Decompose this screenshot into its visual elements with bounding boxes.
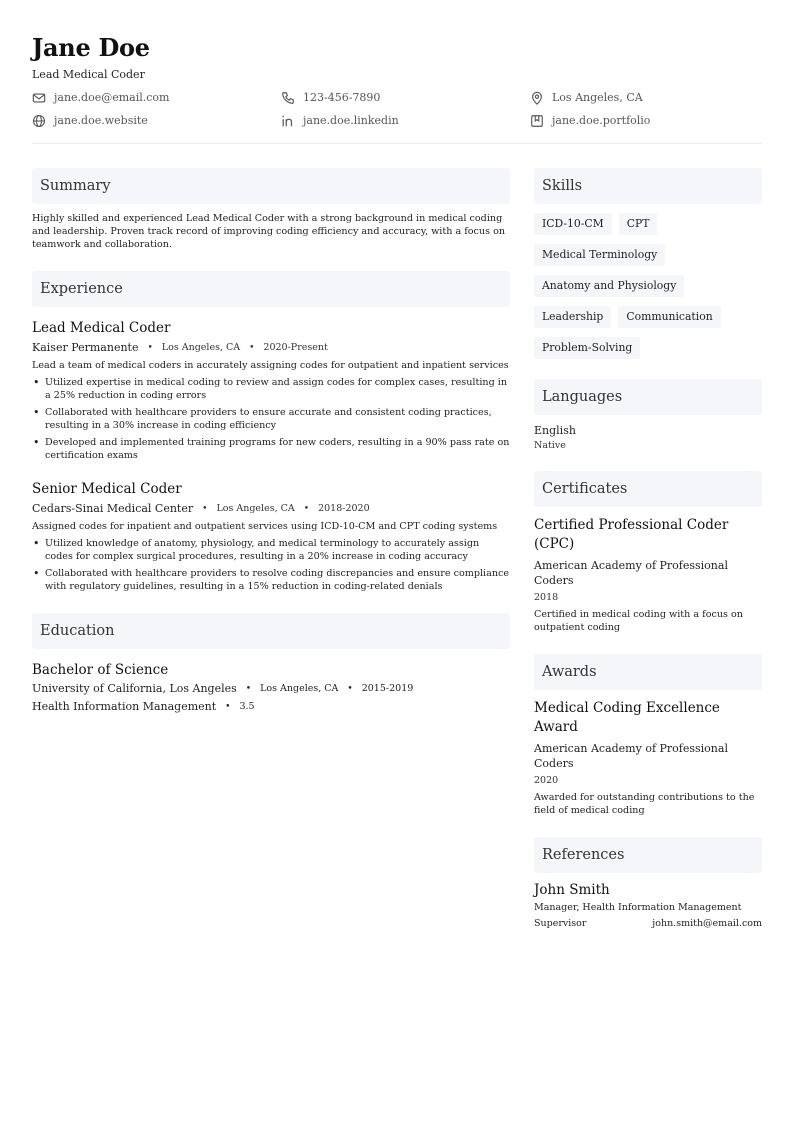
certificate-issuer: American Academy of Professional Coders (534, 558, 728, 587)
experience-item (32, 480, 510, 593)
side-column (534, 168, 762, 929)
award-issuer: American Academy of Professional Coders (534, 741, 728, 770)
award-date: 2020 (534, 774, 559, 786)
separator-dot: • (202, 503, 208, 514)
education-section (32, 613, 510, 715)
job-location: Los Angeles, CA (161, 341, 241, 353)
skill-chip: CPT (619, 213, 658, 235)
experience-heading: Experience (32, 271, 510, 307)
candidate-name: Jane Doe (32, 33, 150, 62)
education-dates: 2015-2019 (361, 682, 414, 694)
separator-dot: • (249, 342, 255, 353)
skills-heading: Skills (534, 168, 762, 204)
skill-chip: Medical Terminology (534, 244, 665, 266)
contact-location (530, 90, 762, 106)
resume-body (32, 168, 762, 929)
reference-details (534, 918, 762, 929)
job-meta (32, 340, 510, 356)
certificates-heading: Certificates (534, 471, 762, 507)
candidate-role: Lead Medical Coder (32, 67, 145, 81)
skill-chip: Problem-Solving (534, 337, 640, 359)
language-name: English (534, 423, 576, 437)
skill-chip: Anatomy and Physiology (534, 275, 684, 297)
school-location: Los Angeles, CA (260, 682, 339, 694)
separator-dot: • (225, 701, 231, 712)
languages-section (534, 379, 762, 451)
reference-relation: Supervisor (534, 917, 587, 929)
contact-portfolio-text: jane.doe.portfolio (552, 114, 651, 128)
contact-phone[interactable] (281, 90, 530, 106)
contact-linkedin[interactable] (281, 113, 530, 129)
job-company: Kaiser Permanente (32, 340, 139, 354)
contact-portfolio[interactable] (530, 113, 762, 129)
skill-chips (534, 213, 762, 359)
education-meta (32, 681, 510, 697)
degree: Bachelor of Science (32, 661, 169, 678)
portfolio-icon (530, 114, 544, 128)
experience-item (32, 319, 510, 462)
certificate-title: Certified Professional Coder (CPC) (534, 516, 729, 552)
education-item (32, 661, 510, 715)
linkedin-icon (281, 114, 295, 128)
gpa: 3.5 (239, 700, 255, 712)
school: University of California, Los Angeles (32, 681, 237, 695)
job-dates: 2020-Present (263, 341, 328, 353)
separator-dot: • (245, 683, 252, 694)
separator-dot: • (347, 683, 353, 694)
contact-website-text: jane.doe.website (54, 114, 148, 128)
job-bullet: • Collaborated with healthcare providers to resolve coding discrepancies and ensure compliance with regulatory guidelines, resulting in a 15% reduction in coding-related denials (32, 567, 510, 593)
separator-dot: • (303, 503, 310, 514)
contact-email[interactable] (32, 90, 281, 106)
references-section (534, 837, 762, 929)
job-title: Lead Medical Coder (32, 319, 171, 336)
job-bullets (32, 537, 510, 593)
reference-email[interactable]: john.smith@email.com (652, 917, 762, 929)
skill-chip: Communication (618, 306, 720, 328)
contact-website[interactable] (32, 113, 281, 129)
main-column (32, 168, 510, 929)
education-field-row (32, 699, 510, 715)
certificates-section (534, 471, 762, 634)
contact-location-text: Los Angeles, CA (552, 91, 643, 105)
summary-heading: Summary (32, 168, 510, 204)
references-heading: References (534, 837, 762, 873)
location-pin-icon (530, 91, 544, 105)
field-of-study: Health Information Management (32, 699, 217, 713)
job-company: Cedars-Sinai Medical Center (32, 501, 194, 515)
job-bullet: • Utilized knowledge of anatomy, physiology, and medical terminology to accurately assign codes for complex surgical procedures, resulting in a 20% increase in coding accuracy (32, 537, 510, 563)
certificate-description: Certified in medical coding with a focus on outpatient coding (534, 608, 743, 633)
job-meta (32, 501, 510, 517)
contact-linkedin-text: jane.doe.linkedin (303, 114, 399, 128)
job-bullet: • Utilized expertise in medical coding to review and assign codes for complex cases, resulting in a 25% reduction in coding errors (32, 376, 510, 402)
summary-text: Highly skilled and experienced Lead Medical Coder with a strong background in medical coding and leadership. Proven track record of improving coding efficiency and accuracy, with a focus on teamwork and collaboration. (32, 212, 506, 250)
award-title: Medical Coding Excellence Award (534, 699, 720, 735)
languages-heading: Languages (534, 379, 762, 415)
job-location: Los Angeles, CA (216, 502, 295, 514)
resume-header (32, 34, 762, 129)
skills-section (534, 168, 762, 359)
experience-section (32, 271, 510, 593)
contact-email-text: jane.doe@email.com (54, 91, 170, 105)
job-description: Lead a team of medical coders in accurately assigning codes for outpatient and inpatient services (32, 359, 509, 371)
contact-phone-text: 123-456-7890 (303, 91, 381, 105)
job-dates: 2018-2020 (318, 502, 370, 514)
job-bullet: • Developed and implemented training programs for new coders, resulting in a 90% pass rate on certification exams (32, 436, 510, 462)
certificate-date: 2018 (534, 591, 559, 603)
language-level: Native (534, 439, 566, 451)
education-heading: Education (32, 613, 510, 649)
job-bullets (32, 376, 510, 462)
reference-role: Manager, Health Information Management (534, 901, 742, 913)
summary-section (32, 168, 510, 251)
header-divider (32, 143, 762, 144)
globe-icon (32, 114, 46, 128)
skill-chip: ICD-10-CM (534, 213, 612, 235)
mail-icon (32, 91, 46, 105)
awards-section (534, 654, 762, 817)
awards-heading: Awards (534, 654, 762, 690)
phone-icon (281, 91, 295, 105)
skill-chip: Leadership (534, 306, 611, 328)
contact-list (32, 90, 762, 129)
job-description: Assigned codes for inpatient and outpatient services using ICD-10-CM and CPT coding systems (32, 520, 498, 532)
job-title: Senior Medical Coder (32, 480, 182, 497)
job-bullet: • Collaborated with healthcare providers to ensure accurate and consistent coding practices, resulting in a 30% increase in coding efficiency (32, 406, 510, 432)
reference-name: John Smith (534, 881, 610, 898)
award-description: Awarded for outstanding contributions to the field of medical coding (534, 791, 755, 816)
separator-dot: • (147, 342, 153, 353)
